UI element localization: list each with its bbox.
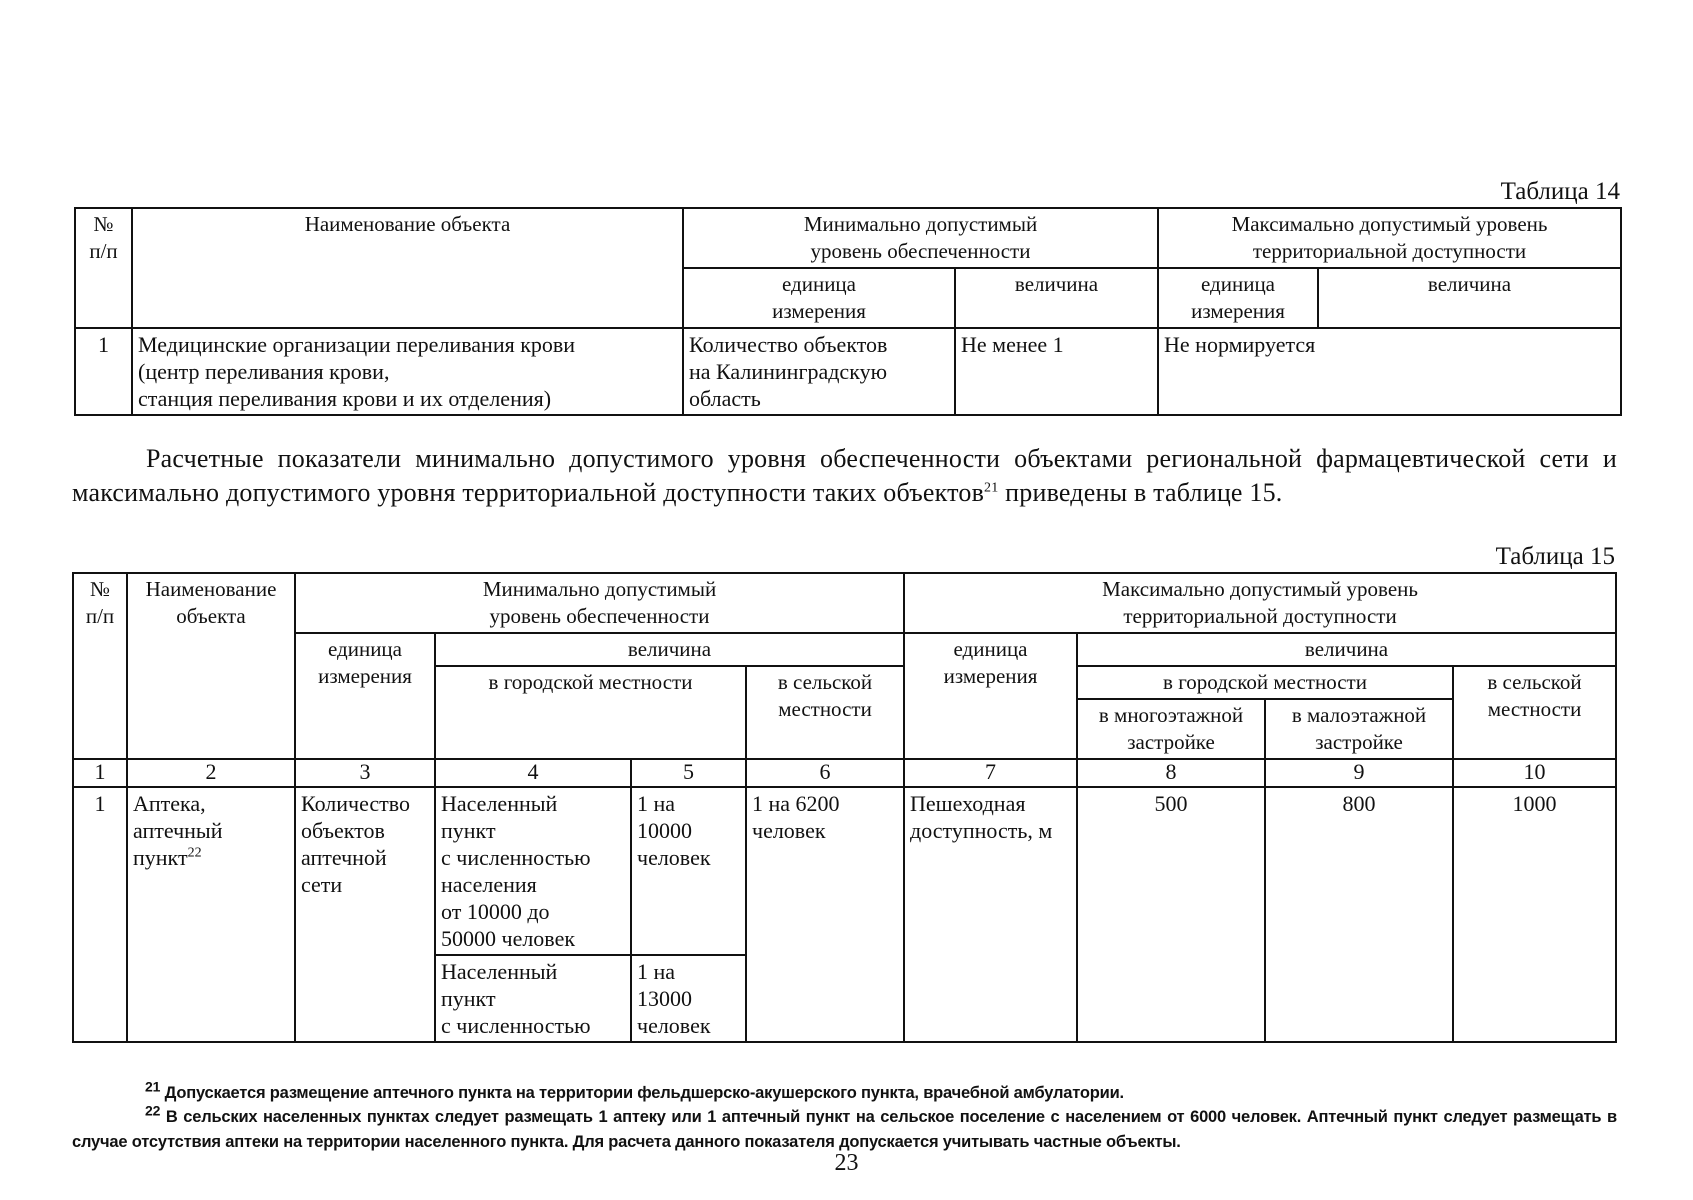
t14-header-unit2: единица измерения	[1158, 268, 1318, 328]
t14-header-max-group: Максимально допустимый уровень территориальной доступности	[1158, 208, 1621, 268]
footnote-22	[72, 1102, 1617, 1155]
t15-row-settlement-1: Населенный пункт с численностью населения от 10000 до 50000 человек	[435, 787, 631, 955]
table-15-caption: Таблица 15	[1495, 543, 1615, 570]
t15-header-min-group: Минимально допустимый уровень обеспеченности	[295, 573, 904, 633]
t15-row-num: 1	[73, 787, 127, 1042]
t15-header-unit: единица измерения	[295, 633, 435, 759]
t15-header-name: Наименование объекта	[127, 573, 295, 759]
t15-row-unit: Количество объектов аптечной сети	[295, 787, 435, 1042]
t14-row-min-value: Не менее 1	[955, 328, 1158, 415]
t15-row-ratio-1: 1 на 10000 человек	[631, 787, 746, 955]
table-15	[72, 572, 1617, 1043]
column-number-row	[73, 759, 1616, 787]
body-paragraph	[72, 442, 1617, 510]
col-number: 7	[904, 759, 1077, 787]
t15-header-urban2: в городской местности	[1077, 666, 1453, 699]
t15-header-rural2: в сельской местности	[1453, 666, 1616, 759]
table-row	[75, 328, 1621, 415]
t14-row-min-unit: Количество объектов на Калининградскую область	[683, 328, 955, 415]
col-number: 4	[435, 759, 631, 787]
col-number: 1	[73, 759, 127, 787]
col-number: 10	[1453, 759, 1616, 787]
table-row	[73, 787, 1616, 955]
col-number: 8	[1077, 759, 1265, 787]
footnote-21-number: 21	[145, 1078, 161, 1095]
t15-header-urban: в городской местности	[435, 666, 746, 759]
table-14-caption: Таблица 14	[1500, 178, 1620, 205]
col-number: 5	[631, 759, 746, 787]
t14-row-num: 1	[75, 328, 132, 415]
t15-header-low: в малоэтажной застройке	[1265, 699, 1453, 759]
t15-row-ratio-2: 1 на 13000 человек	[631, 955, 746, 1042]
t15-header-max-group: Максимально допустимый уровень территориальной доступности	[904, 573, 1616, 633]
t15-header-num: № п/п	[73, 573, 127, 759]
t15-row-rural: 1 на 6200 человек	[746, 787, 904, 1042]
col-number: 9	[1265, 759, 1453, 787]
paragraph-text-end: приведены в таблице 15.	[998, 478, 1283, 507]
t15-row-settlement-2: Населенный пункт с численностью	[435, 955, 631, 1042]
t14-header-min-group: Минимально допустимый уровень обеспеченности	[683, 208, 1158, 268]
t15-header-multi: в многоэтажной застройке	[1077, 699, 1265, 759]
paragraph-text: Расчетные показатели минимально допустимого уровня обеспеченности объектами региональной фармацевтической сети и максимально допустимого уровня территориальной доступности таких объектов	[72, 444, 1617, 507]
col-number: 2	[127, 759, 295, 787]
t15-row-name: Аптека, аптечный пункт	[133, 791, 223, 870]
t15-header-unit2: единица измерения	[904, 633, 1077, 759]
t14-row-max: Не нормируется	[1158, 328, 1621, 415]
t15-header-rural: в сельской местности	[746, 666, 904, 759]
t14-header-value2: величина	[1318, 268, 1621, 328]
page-number: 23	[834, 1150, 859, 1176]
col-number: 3	[295, 759, 435, 787]
footnote-22-text: В сельских населенных пунктах следует размещать 1 аптеку или 1 аптечный пункт на сельское поселение с населением от 6000 человек. Аптечный пункт следует размещать в случае отсутствия аптеки на территории населенного пункта. Для расчета данного показателя допускается учитывать частные объекты.	[72, 1108, 1617, 1151]
table-14	[74, 207, 1622, 416]
t14-header-value: величина	[955, 268, 1158, 328]
footnote-21	[72, 1078, 1617, 1106]
t14-header-num: № п/п	[75, 208, 132, 328]
t15-row-name-cell	[127, 787, 295, 1042]
t14-row-name: Медицинские организации переливания крови (центр переливания крови, станция переливания крови и их отделения)	[132, 328, 683, 415]
t15-row-low: 800	[1265, 787, 1453, 1042]
footnote-ref-22: 22	[187, 845, 202, 861]
t15-row-access-unit: Пешеходная доступность, м	[904, 787, 1077, 1042]
t15-row-multi: 500	[1077, 787, 1265, 1042]
t15-row-rural-access: 1000	[1453, 787, 1616, 1042]
t14-header-name: Наименование объекта	[132, 208, 683, 328]
col-number: 6	[746, 759, 904, 787]
footnote-21-text: Допускается размещение аптечного пункта на территории фельдшерско-акушерского пункта, врачебной амбулатории.	[160, 1084, 1124, 1102]
footnote-ref-21: 21	[984, 480, 999, 496]
t15-header-value: величина	[435, 633, 904, 666]
t15-header-value2: величина	[1077, 633, 1616, 666]
t14-header-unit: единица измерения	[683, 268, 955, 328]
footnote-22-number: 22	[145, 1102, 161, 1119]
